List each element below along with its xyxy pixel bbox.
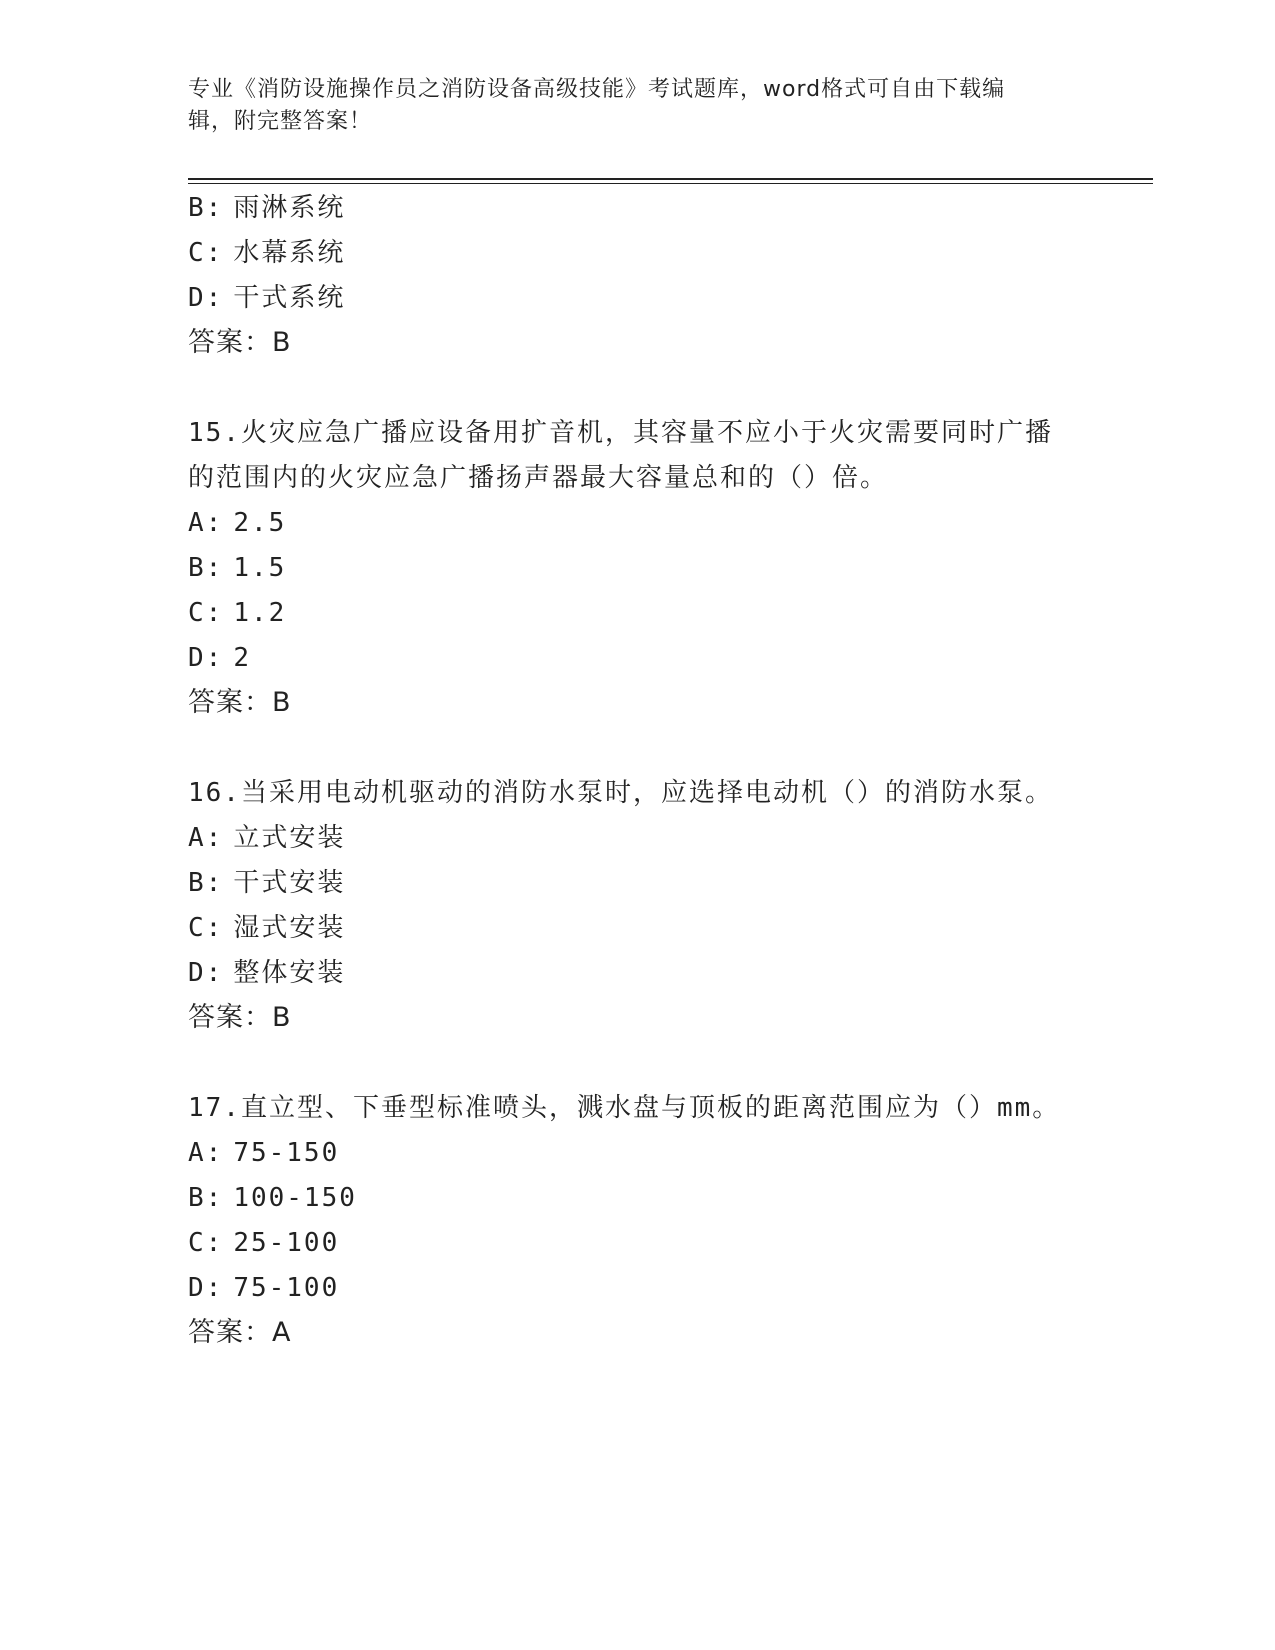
option-text: 整体安装 [233,958,346,988]
q17-option-a [188,1136,339,1170]
header-divider-thick [188,178,1153,180]
q17-option-c [188,1226,339,1260]
option-text: 干式安装 [233,868,346,898]
option-prefix: A: [188,823,224,853]
q15-option-c [188,596,286,630]
option-prefix: A: [188,1138,224,1168]
q14-answer: 答案：B [188,327,292,358]
q17-stem-line-1: 17.直立型、下垂型标准喷头，溅水盘与顶板的距离范围应为（）mm。 [188,1093,1061,1123]
option-prefix: B: [188,1183,224,1213]
q15-option-b [188,551,286,585]
option-text: 水幕系统 [233,238,346,268]
q14-option-b [188,191,345,225]
option-text: 25-100 [233,1228,340,1258]
option-text: 75-100 [233,1273,340,1303]
option-prefix: C: [188,598,224,628]
q17-option-b [188,1181,357,1215]
q16-option-b [188,866,345,900]
option-text: 100-150 [233,1183,357,1213]
option-text: 1.2 [233,598,287,628]
q15-stem-line-1: 15.火灾应急广播应设备用扩音机，其容量不应小于火灾需要同时广播 [188,418,1053,448]
option-prefix: A: [188,508,224,538]
option-prefix: D: [188,958,224,988]
option-text: 2.5 [233,508,287,538]
q16-option-d [188,956,345,990]
document-header [188,74,1088,138]
option-text: 75-150 [233,1138,340,1168]
option-text: 立式安装 [233,823,346,853]
q16-option-c [188,911,345,945]
q15-option-a [188,506,286,540]
q14-option-d [188,281,345,315]
option-text: 雨淋系统 [233,193,346,223]
option-prefix: B: [188,553,224,583]
q14-option-c [188,236,345,270]
q15-option-d [188,641,251,675]
q16-stem-line-1: 16.当采用电动机驱动的消防水泵时，应选择电动机（）的消防水泵。 [188,778,1053,808]
option-text: 湿式安装 [233,913,346,943]
header-divider-thin [188,183,1153,184]
option-prefix: D: [188,1273,224,1303]
option-prefix: C: [188,1228,224,1258]
q16-answer: 答案：B [188,1002,292,1033]
q15-answer: 答案：B [188,687,292,718]
option-prefix: D: [188,643,224,673]
option-prefix: B: [188,193,224,223]
option-prefix: C: [188,913,224,943]
option-prefix: B: [188,868,224,898]
option-prefix: C: [188,238,224,268]
option-text: 1.5 [233,553,287,583]
header-line-2: 辑，附完整答案！ [188,109,373,134]
q17-answer: 答案：A [188,1317,292,1348]
q15-stem-line-2: 的范围内的火灾应急广播扬声器最大容量总和的（）倍。 [188,463,889,493]
option-text: 干式系统 [233,283,346,313]
header-line-1: 专业《消防设施操作员之消防设备高级技能》考试题库，word格式可自由下载编 [188,77,1006,102]
option-text: 2 [233,643,251,673]
q17-option-d [188,1271,339,1305]
option-prefix: D: [188,283,224,313]
q16-option-a [188,821,345,855]
